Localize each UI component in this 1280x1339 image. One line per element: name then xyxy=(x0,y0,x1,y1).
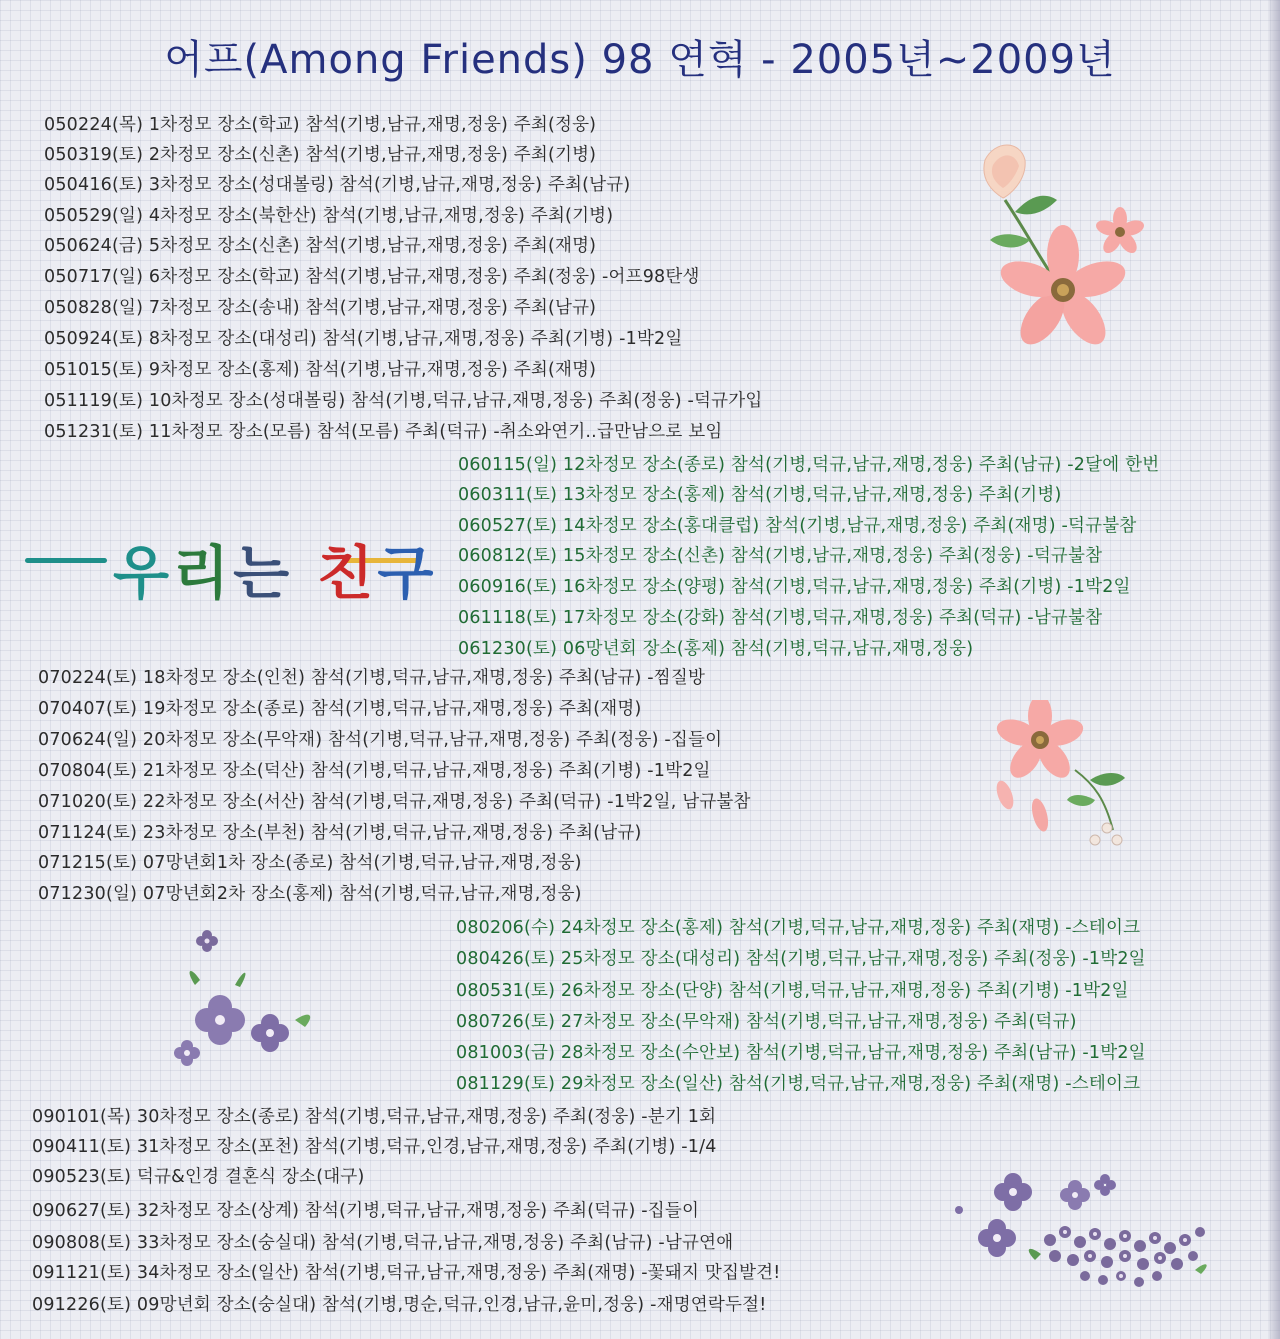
entry-line: 080531(토) 26차정모 장소(단양) 참석(기병,덕규,남규,재명,정웅) 주최(기병) -1박2일 xyxy=(456,981,1129,1001)
entry-line: 081003(금) 28차정모 장소(수안보) 참석(기병,덕규,남규,재명,정웅) 주최(남규) -1박2일 xyxy=(456,1043,1146,1063)
entry-line: 061118(토) 17차정모 장소(강화) 참석(기병,덕규,재명,정웅) 주최(덕규) -남규불참 xyxy=(458,608,1103,628)
entry-line: 060812(토) 15차정모 장소(신촌) 참석(기병,남규,재명,정웅) 주최(정웅) -덕규불참 xyxy=(458,546,1103,566)
banner-text xyxy=(113,526,437,610)
entry-line: 061230(토) 06망년회 장소(홍제) 참석(기병,덕규,남규,재명,정웅) xyxy=(458,639,974,659)
entry-line: 060115(일) 12차정모 장소(종로) 참석(기병,덕규,남규,재명,정웅) 주최(남규) -2달에 한번 xyxy=(458,455,1160,475)
entry-line: 051119(토) 10차정모 장소(성대볼링) 참석(기병,덕규,남규,재명,정웅) 주최(정웅) -덕규가입 xyxy=(44,391,763,411)
entry-line: 070407(토) 19차정모 장소(종로) 참석(기병,덕규,남규,재명,정웅) 주최(재명) xyxy=(38,699,642,719)
entry-line: 090411(토) 31차정모 장소(포천) 참석(기병,덕규,인경,남규,재명,정웅) 주최(기병) -1/4 xyxy=(32,1137,717,1157)
pink-flower-icon xyxy=(995,700,1155,860)
purple-flower-icon xyxy=(165,925,325,1075)
entry-line: 060916(토) 16차정모 장소(양평) 참석(기병,덕규,남규,재명,정웅) 주최(기병) -1박2일 xyxy=(458,577,1131,597)
entry-line: 080726(토) 27차정모 장소(무악재) 참석(기병,덕규,남규,재명,정웅) 주최(덕규) xyxy=(456,1012,1077,1032)
entry-line: 050717(일) 6차정모 장소(학교) 참석(기병,남규,재명,정웅) 주최(정웅) -어프98탄생 xyxy=(44,267,700,287)
entry-line: 071124(토) 23차정모 장소(부천) 참석(기병,덕규,남규,재명,정웅) 주최(남규) xyxy=(38,823,642,843)
entry-line: 071020(토) 22차정모 장소(서산) 참석(기병,덕규,재명,정웅) 주최(덕규) -1박2일, 남규불참 xyxy=(38,792,751,812)
friends-banner xyxy=(25,520,438,607)
entry-line: 090808(토) 33차정모 장소(숭실대) 참석(기병,덕규,남규,재명,정웅) 주최(남규) -남규연애 xyxy=(32,1233,734,1253)
entry-line: 050224(목) 1차정모 장소(학교) 참석(기병,남규,재명,정웅) 주최(정웅) xyxy=(44,115,597,135)
page-title: 어프(Among Friends) 98 연혁 - 2005년~2009년 xyxy=(164,37,1116,83)
banner-char: 리 xyxy=(173,539,234,607)
entry-line: 070804(토) 21차정모 장소(덕산) 참석(기병,덕규,남규,재명,정웅) 주최(기병) -1박2일 xyxy=(38,761,711,781)
entry-line: 051015(토) 9차정모 장소(홍제) 참석(기병,남규,재명,정웅) 주최(재명) xyxy=(44,360,597,380)
entry-line: 060527(토) 14차정모 장소(홍대클럽) 참석(기병,남규,재명,정웅) 주최(재명) -덕규불참 xyxy=(458,516,1137,536)
purple-flower-icon xyxy=(955,1160,1215,1310)
banner-char: 친 xyxy=(317,539,378,607)
entry-line: 081129(토) 29차정모 장소(일산) 참석(기병,덕규,남규,재명,정웅) 주최(재명) -스테이크 xyxy=(456,1074,1141,1094)
entry-line: 050529(일) 4차정모 장소(북한산) 참석(기병,남규,재명,정웅) 주최(기병) xyxy=(44,206,614,226)
banner-char: 우 xyxy=(113,539,174,607)
entry-line: 090523(토) 덕규&인경 결혼식 장소(대구) xyxy=(32,1167,365,1187)
entry-line: 090627(토) 32차정모 장소(상계) 참석(기병,덕규,남규,재명,정웅) 주최(덕규) -집들이 xyxy=(32,1201,700,1221)
banner-char: 구 xyxy=(377,539,438,607)
entry-line: 080426(토) 25차정모 장소(대성리) 참석(기병,덕규,남규,재명,정웅) 주최(정웅) -1박2일 xyxy=(456,949,1146,969)
pink-flower-icon xyxy=(975,140,1155,355)
entry-line: 071230(일) 07망년회2차 장소(홍제) 참석(기병,덕규,남규,재명,정웅) xyxy=(38,884,582,904)
banner-char: 는 xyxy=(233,539,294,607)
entry-line: 080206(수) 24차정모 장소(홍제) 참석(기병,덕규,남규,재명,정웅) 주최(재명) -스테이크 xyxy=(456,918,1141,938)
banner-bar-left xyxy=(25,558,107,563)
page-edge-shadow xyxy=(1268,0,1280,1339)
entry-line: 090101(목) 30차정모 장소(종로) 참석(기병,덕규,남규,재명,정웅) 주최(정웅) -분기 1회 xyxy=(32,1107,717,1127)
entry-line: 091226(토) 09망년회 장소(숭실대) 참석(기병,명순,덕규,인경,남규,윤미,정웅) -재명연락두절! xyxy=(32,1295,767,1315)
entry-line: 050416(토) 3차정모 장소(성대볼링) 참석(기병,남규,재명,정웅) 주최(남규) xyxy=(44,175,631,195)
entry-line: 060311(토) 13차정모 장소(홍제) 참석(기병,덕규,남규,재명,정웅) 주최(기병) xyxy=(458,485,1062,505)
entry-line: 050924(토) 8차정모 장소(대성리) 참석(기병,남규,재명,정웅) 주최(기병) -1박2일 xyxy=(44,329,683,349)
entry-line: 071215(토) 07망년회1차 장소(종로) 참석(기병,덕규,남규,재명,정웅) xyxy=(38,853,582,873)
entry-line: 050828(일) 7차정모 장소(송내) 참석(기병,남규,재명,정웅) 주최(남규) xyxy=(44,298,597,318)
entry-line: 070224(토) 18차정모 장소(인천) 참석(기병,덕규,남규,재명,정웅) 주최(남규) -찜질방 xyxy=(38,668,706,688)
entry-line: 051231(토) 11차정모 장소(모름) 참석(모름) 주최(덕규) -취소와연기..급만남으로 보임 xyxy=(44,422,723,442)
entry-line: 091121(토) 34차정모 장소(일산) 참석(기병,덕규,남규,재명,정웅) 주최(재명) -꽃돼지 맛집발견! xyxy=(32,1263,781,1283)
entry-line: 070624(일) 20차정모 장소(무악재) 참석(기병,덕규,남규,재명,정웅) 주최(정웅) -집들이 xyxy=(38,730,723,750)
banner-char xyxy=(293,539,317,607)
entry-line: 050319(토) 2차정모 장소(신촌) 참석(기병,남규,재명,정웅) 주최(기병) xyxy=(44,145,597,165)
entry-line: 050624(금) 5차정모 장소(신촌) 참석(기병,남규,재명,정웅) 주최(재명) xyxy=(44,236,597,256)
